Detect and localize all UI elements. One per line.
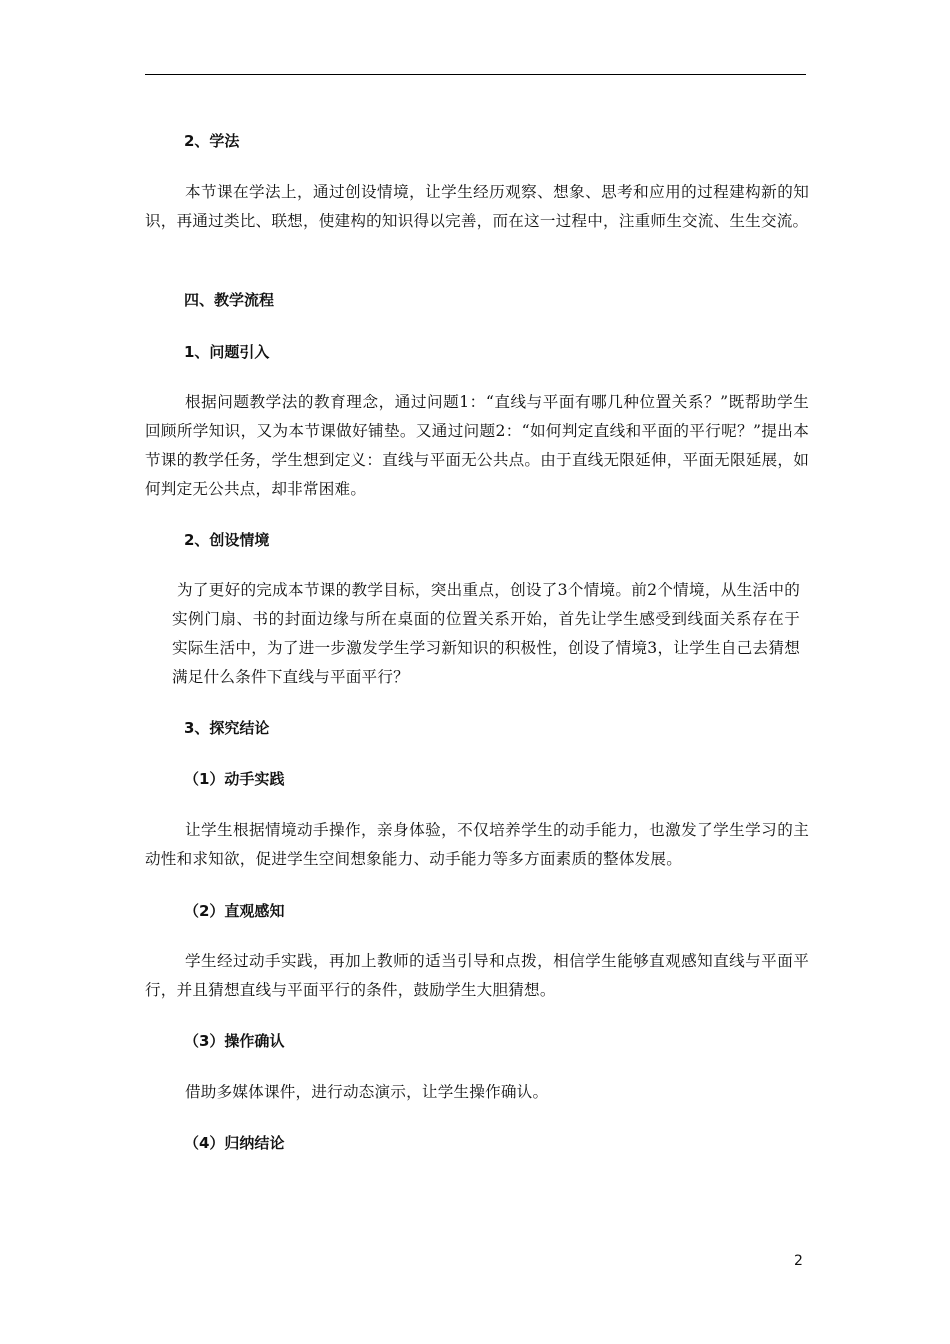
item-heading-summarize: （4）归纳结论 bbox=[184, 1134, 285, 1152]
paragraph-situations: 为了更好的完成本节课的教学目标，突出重点，创设了3个情境。前2个情境，从生活中的实例门扇、书的封面边缘与所在桌面的位置关系开始，首先让学生感受到线面关系存在于实际生活中，为了进一步激发学生学习新知识的积极性，创设了情境3，让学生自己去猜想满足什么条件下直线与平面平行？ bbox=[172, 581, 800, 686]
paragraph-hands-on: 让学生根据情境动手操作，亲身体验，不仅培养学生的动手能力，也激发了学生学习的主动性和求知欲，促进学生空间想象能力、动手能力等多方面素质的整体发展。 bbox=[145, 821, 809, 868]
item-heading-confirm: （3）操作确认 bbox=[184, 1032, 285, 1050]
paragraph-study-method: 本节课在学法上，通过创设情境，让学生经历观察、想象、思考和应用的过程建构新的知识，再通过类比、联想，使建构的知识得以完善，而在这一过程中，注重师生交流、生生交流。 bbox=[145, 183, 809, 230]
section-heading-study-method: 2、学法 bbox=[184, 132, 240, 150]
subsection-heading-problem-intro: 1、问题引入 bbox=[184, 343, 270, 361]
subsection-heading-explore-conclusion: 3、探究结论 bbox=[184, 719, 270, 737]
item-heading-hands-on: （1）动手实践 bbox=[184, 770, 285, 788]
paragraph-intuitive: 学生经过动手实践，再加上教师的适当引导和点拨，相信学生能够直观感知直线与平面平行，并且猜想直线与平面平行的条件，鼓励学生大胆猜想。 bbox=[145, 952, 809, 999]
item-heading-intuitive: （2）直观感知 bbox=[184, 902, 285, 920]
section-heading-teaching-process: 四、教学流程 bbox=[184, 291, 275, 309]
page-number: 2 bbox=[794, 1253, 803, 1269]
paragraph-problem-intro: 根据问题教学法的教育理念，通过问题1：“直线与平面有哪几种位置关系？”既帮助学生回顾所学知识，又为本节课做好铺垫。又通过问题2：“如何判定直线和平面的平行呢？”提出本节课的教学任务，学生想到定义：直线与平面无公共点。由于直线无限延伸，平面无限延展，如何判定无公共点，却非常困难。 bbox=[145, 393, 809, 498]
subsection-heading-situations: 2、创设情境 bbox=[184, 531, 270, 549]
header-rule bbox=[145, 74, 806, 75]
paragraph-confirm: 借助多媒体课件，进行动态演示，让学生操作确认。 bbox=[185, 1083, 549, 1101]
